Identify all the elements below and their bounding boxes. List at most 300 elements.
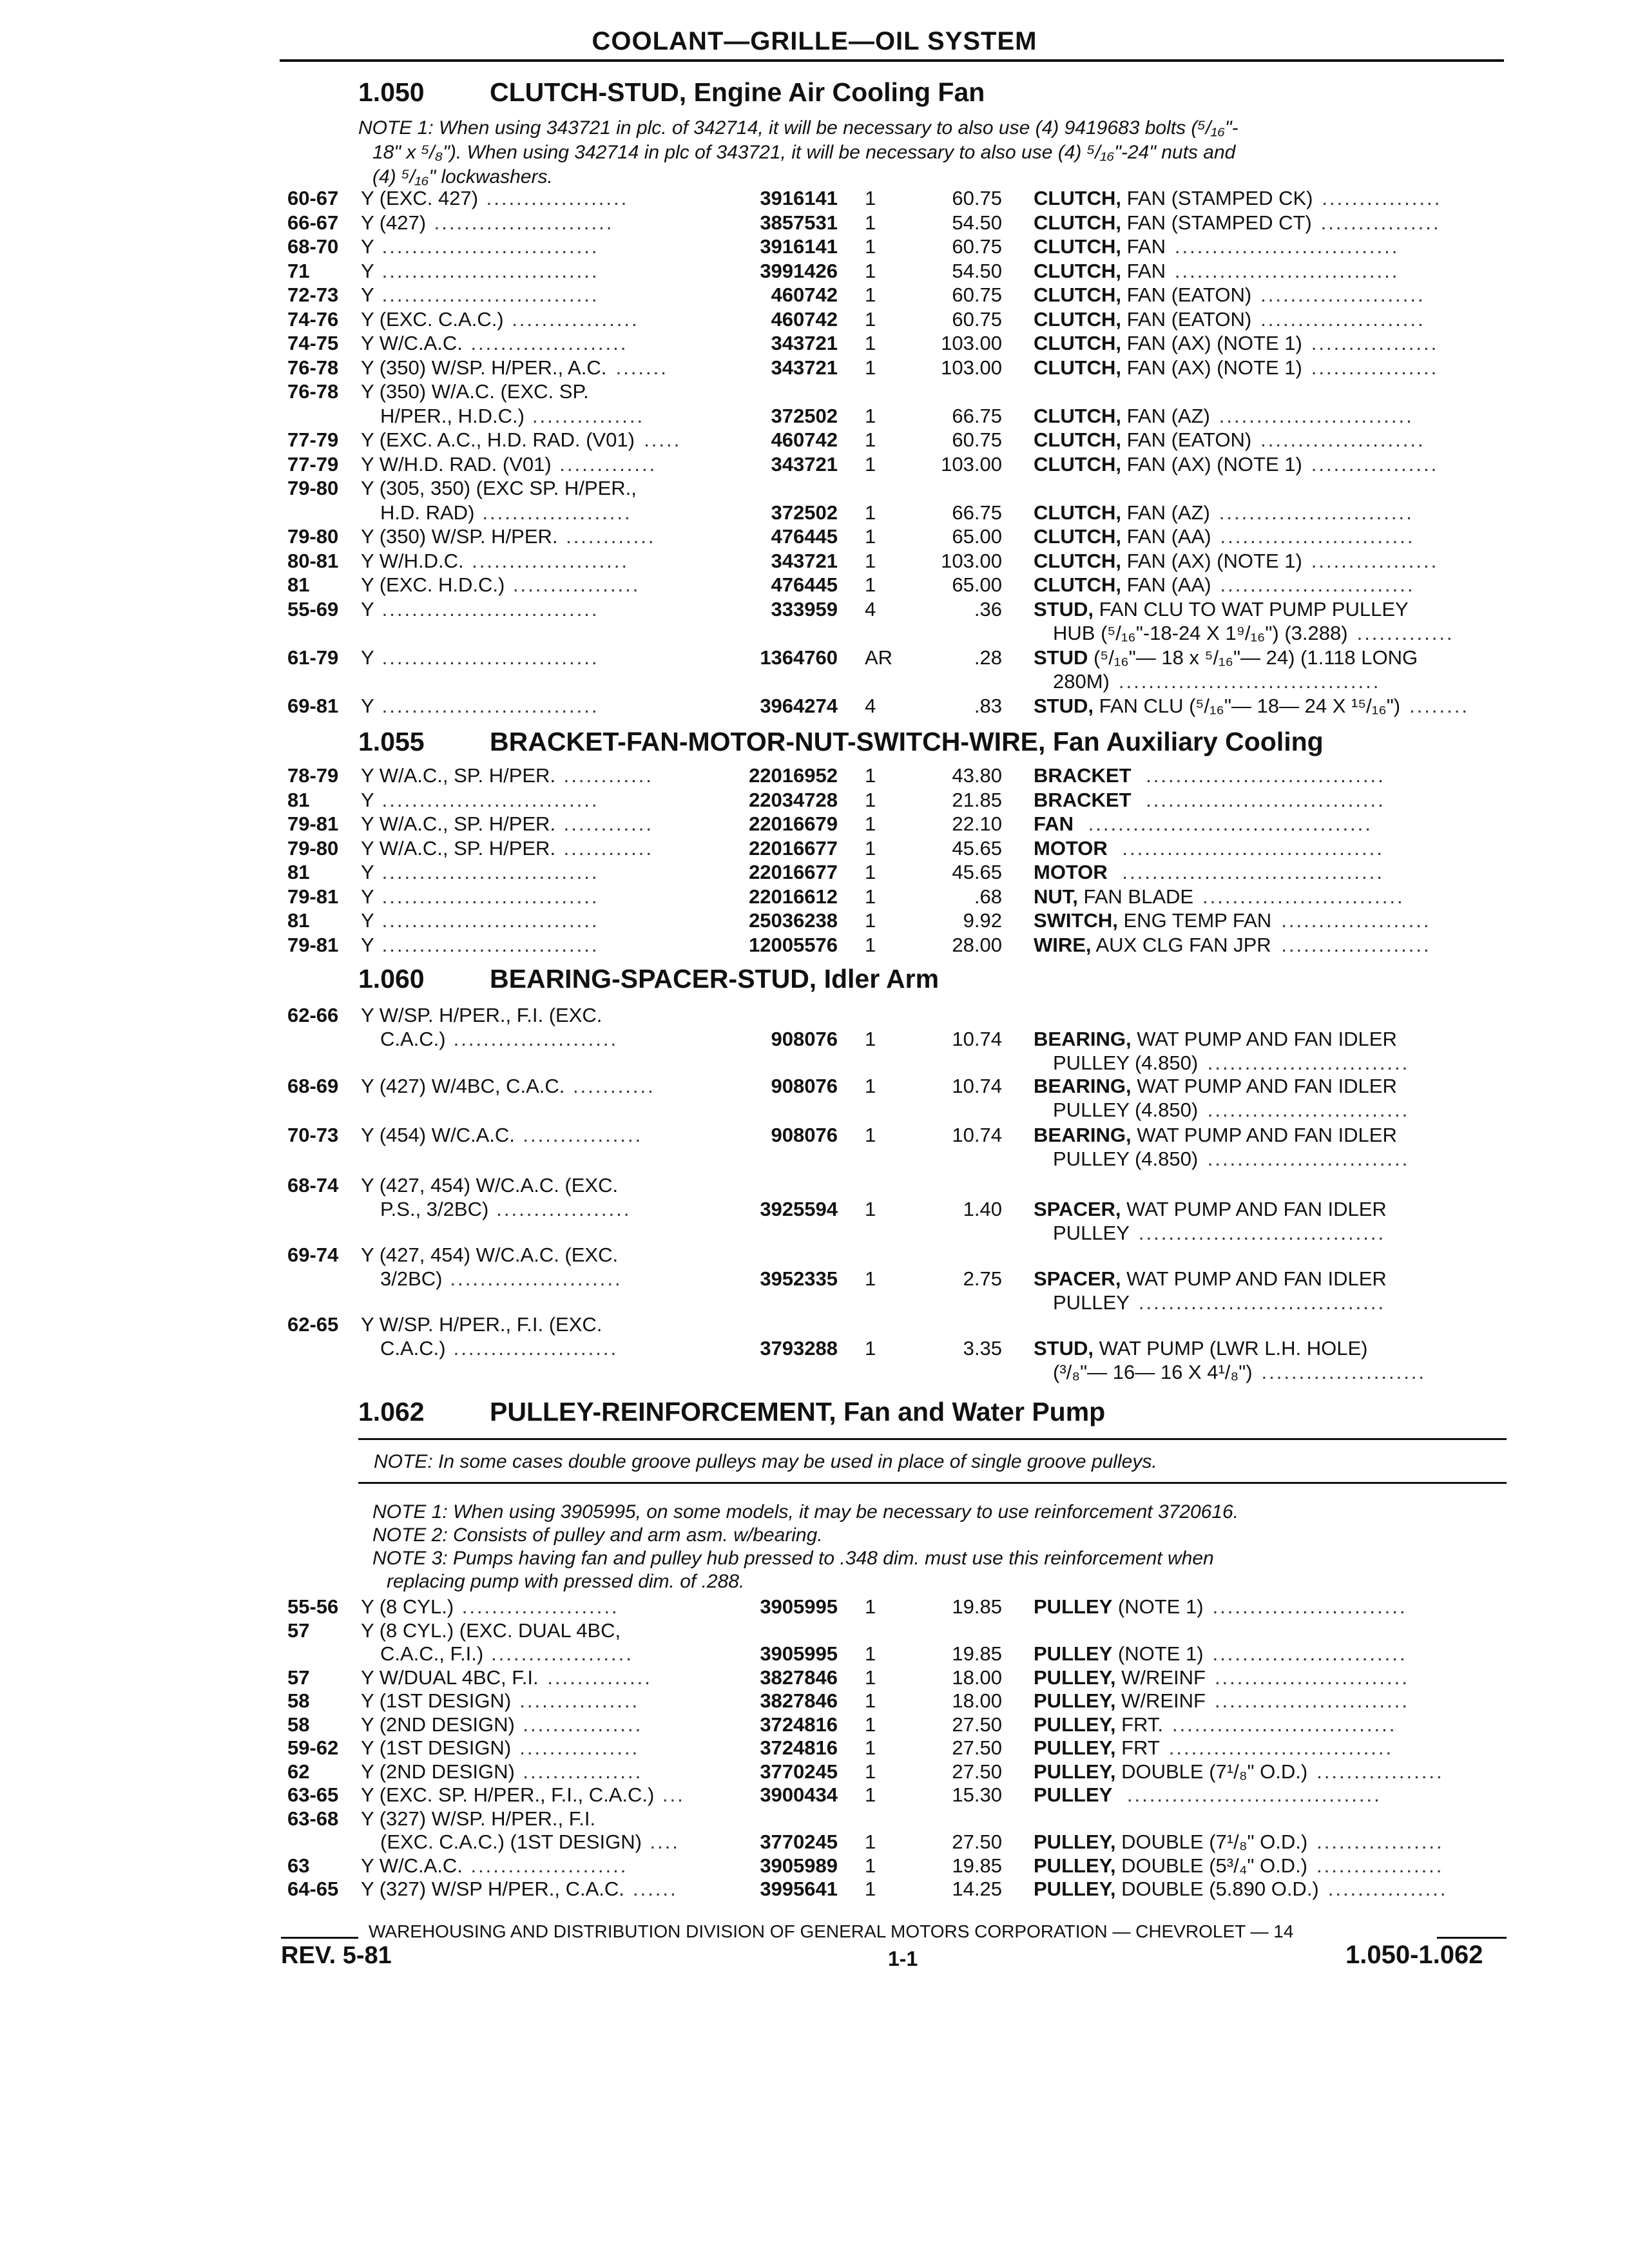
row-description: [1034, 356, 1302, 380]
row-year: 78-79: [287, 764, 339, 787]
row-model: Y (EXC. H.D.C.): [361, 573, 505, 596]
row-price: 9.92: [963, 909, 1002, 932]
row-price: 27.50: [952, 1760, 1002, 1783]
row-quantity: 1: [865, 1267, 876, 1290]
row-year: 79-80: [287, 836, 339, 860]
row-desc-leader: ................: [1320, 211, 1441, 234]
row-description: [1034, 764, 1132, 787]
row-description-text: WAT PUMP AND FAN IDLER: [1126, 1198, 1387, 1220]
row-model-leader: ............: [563, 836, 653, 860]
row-model-leader: ...................: [486, 187, 629, 209]
row-model-leader: ................: [523, 1713, 643, 1736]
row-price: .36: [974, 597, 1002, 620]
row-description-text: FAN (STAMPED CK): [1126, 187, 1313, 209]
row-quantity: AR: [865, 646, 893, 669]
row-description: [1034, 525, 1211, 548]
row-quantity: 1: [865, 428, 876, 451]
row-description-cont: 280M): [1053, 670, 1110, 693]
row-description-text: (⁵/₁₆"— 18 x ⁵/₁₆"— 24) (1.118 LONG: [1094, 646, 1418, 669]
row-model: Y (1ST DESIGN): [361, 1736, 512, 1759]
row-description: [1034, 1689, 1206, 1713]
row-model: Y W/SP. H/PER., F.I. (EXC.: [361, 1004, 602, 1026]
row-model-leader: ...: [662, 1783, 685, 1806]
row-part-number: 25036238: [749, 909, 838, 932]
row-model: Y (8 CYL.): [361, 1595, 454, 1618]
row-model-leader: ................: [519, 1736, 640, 1759]
row-year: 79-80: [287, 525, 339, 548]
row-year: 81: [287, 909, 310, 932]
row-price: 3.35: [963, 1337, 1002, 1360]
row-price: .83: [974, 694, 1002, 717]
row-price: .28: [974, 646, 1002, 669]
row-model-leader: ................: [523, 1760, 643, 1783]
row-quantity: 1: [865, 1783, 876, 1806]
row-quantity: 1: [865, 1760, 876, 1783]
row-quantity: 1: [865, 1124, 876, 1146]
row-description: [1034, 934, 1271, 957]
row-quantity: 1: [865, 1337, 876, 1360]
row-description-text: FAN BLADE: [1083, 885, 1194, 908]
row-model-leader: .............................: [381, 788, 599, 811]
row-description-keyword: BRACKET: [1034, 788, 1132, 811]
row-desc-leader: ..............................: [1174, 235, 1400, 258]
row-part-number: 460742: [771, 307, 838, 331]
row-description-keyword: PULLEY,: [1034, 1689, 1116, 1712]
row-desc-leader: ..........................: [1220, 525, 1415, 548]
row-quantity: 1: [865, 1075, 876, 1097]
row-description: [1034, 1028, 1397, 1051]
row-model-leader: ..............: [547, 1666, 652, 1689]
row-desc-leader: ......................................: [1088, 812, 1373, 835]
row-desc-leader: .................................: [1138, 1222, 1386, 1244]
row-model-leader: .............................: [381, 597, 599, 620]
row-quantity: 1: [865, 549, 876, 572]
row-model-leader: .............................: [381, 861, 599, 883]
row-part-number: 908076: [771, 1028, 838, 1050]
note-box-top-rule: [358, 1438, 1507, 1440]
row-model: Y (350) W/A.C. (EXC. SP.: [361, 380, 589, 403]
row-description-keyword: STUD,: [1034, 1337, 1094, 1360]
row-model: Y (305, 350) (EXC SP. H/PER.,: [361, 477, 637, 499]
row-description: [1034, 550, 1302, 573]
row-year: 81: [287, 861, 310, 883]
row-year: 59-62: [287, 1736, 339, 1759]
row-model: Y: [361, 235, 374, 258]
row-price: 43.80: [952, 764, 1002, 787]
row-description-text: (NOTE 1): [1117, 1642, 1204, 1665]
row-model: Y (2ND DESIGN): [361, 1760, 515, 1783]
row-desc-leader: ......................: [1260, 428, 1425, 451]
row-description: [1034, 789, 1132, 812]
row-price: 22.10: [952, 812, 1002, 835]
row-quantity: 1: [865, 764, 876, 787]
row-description-cont: PULLEY: [1053, 1222, 1130, 1244]
row-description: [1034, 332, 1302, 355]
row-price: 10.74: [952, 1028, 1002, 1050]
row-price: 21.85: [952, 788, 1002, 811]
row-model: Y (427): [361, 211, 427, 234]
row-description: [1034, 211, 1312, 235]
row-desc-leader: ...........................: [1207, 1052, 1410, 1074]
row-description-keyword: PULLEY,: [1034, 1666, 1116, 1689]
row-description-keyword: BEARING,: [1034, 1124, 1132, 1146]
row-quantity: 1: [865, 452, 876, 476]
row-description: [1034, 573, 1211, 597]
row-description-keyword: PULLEY,: [1034, 1878, 1116, 1900]
row-model: Y (EXC. SP. H/PER., F.I., C.A.C.): [361, 1783, 655, 1806]
page-header: COOLANT—GRILLE—OIL SYSTEM: [592, 27, 1037, 55]
row-model: Y (8 CYL.) (EXC. DUAL 4BC,: [361, 1619, 621, 1642]
row-part-number: 3857531: [760, 211, 838, 234]
row-model: Y: [361, 694, 374, 717]
row-description-text: FAN (STAMPED CT): [1126, 211, 1312, 234]
row-part-number: 3724816: [760, 1713, 838, 1736]
row-model: Y: [361, 284, 374, 306]
row-description-text: FAN (AZ): [1126, 404, 1210, 427]
row-model: Y (350) W/SP. H/PER.: [361, 525, 558, 548]
row-part-number: 908076: [771, 1124, 838, 1146]
row-model: Y (2ND DESIGN): [361, 1713, 515, 1736]
row-description: [1034, 260, 1166, 283]
row-year: 79-81: [287, 933, 339, 956]
row-quantity: 1: [865, 356, 876, 379]
row-model: Y W/A.C., SP. H/PER.: [361, 836, 556, 860]
row-description-text: FAN CLU TO WAT PUMP PULLEY: [1099, 597, 1409, 620]
row-year: 79-80: [287, 477, 339, 499]
row-price: 45.65: [952, 861, 1002, 883]
row-description: [1034, 1124, 1397, 1147]
row-part-number: 22016952: [749, 764, 838, 787]
row-desc-leader: ......................: [1260, 284, 1425, 306]
section-note: 18" x ⁵/₈"). When using 342714 in plc of 343721, it will be necessary to also use (4) ⁵/₁₆"-24" nuts and: [372, 142, 1236, 163]
row-description-keyword: CLUTCH,: [1034, 356, 1122, 379]
row-part-number: 3724816: [760, 1736, 838, 1759]
row-part-number: 3905989: [760, 1854, 838, 1877]
row-year: 79-81: [287, 885, 339, 908]
row-part-number: 3916141: [760, 235, 838, 258]
row-year: 72-73: [287, 284, 339, 306]
row-quantity: 1: [865, 573, 876, 596]
row-model: Y (327) W/SP H/PER., C.A.C.: [361, 1878, 624, 1900]
row-description: [1034, 646, 1418, 669]
row-year: 76-78: [287, 356, 339, 379]
row-desc-leader: ..................................: [1126, 1783, 1382, 1806]
row-description: [1034, 1198, 1387, 1221]
row-price: 45.65: [952, 836, 1002, 860]
row-desc-leader: .................: [1316, 1831, 1444, 1853]
row-description-keyword: STUD,: [1034, 597, 1094, 620]
row-model-leader: .............................: [381, 235, 599, 258]
section-range: 1.050-1.062: [1345, 1941, 1483, 1969]
row-year: 57: [287, 1619, 310, 1642]
row-description-keyword: PULLEY: [1034, 1642, 1113, 1665]
row-model: Y (EXC. 427): [361, 187, 479, 209]
row-year: 70-73: [287, 1124, 339, 1146]
row-part-number: 3827846: [760, 1689, 838, 1712]
row-part-number: 3905995: [760, 1595, 838, 1618]
row-description-keyword: CLUTCH,: [1034, 501, 1122, 524]
row-price: 19.85: [952, 1854, 1002, 1877]
row-quantity: 1: [865, 332, 876, 354]
row-price: 60.75: [952, 284, 1002, 306]
section-note: NOTE 3: Pumps having fan and pulley hub pressed to .348 dim. must use this reinforcement when: [372, 1548, 1214, 1569]
row-price: 103.00: [941, 356, 1002, 379]
row-model-leader: ............: [563, 812, 653, 835]
row-model: Y (EXC. A.C., H.D. RAD. (V01): [361, 428, 635, 451]
row-model-cont: (EXC. C.A.C.) (1ST DESIGN): [380, 1831, 642, 1853]
row-model: Y: [361, 933, 374, 956]
row-year: 79-81: [287, 812, 339, 835]
row-model: Y W/C.A.C.: [361, 1854, 463, 1877]
row-price: 103.00: [941, 452, 1002, 476]
row-desc-leader: ..........................: [1214, 1689, 1409, 1712]
row-year: 77-79: [287, 452, 339, 476]
row-description: [1034, 885, 1193, 908]
row-year: 77-79: [287, 428, 339, 451]
row-model-leader: .....................: [470, 332, 628, 354]
row-description-text: ENG TEMP FAN: [1123, 909, 1272, 932]
row-model-leader: ....: [650, 1831, 680, 1853]
row-desc-leader: ....................: [1281, 909, 1431, 932]
row-description-text: WAT PUMP AND FAN IDLER: [1137, 1124, 1397, 1146]
row-model: Y W/H.D. RAD. (V01): [361, 452, 552, 476]
row-part-number: 333959: [771, 597, 838, 620]
row-year: 61-79: [287, 646, 339, 669]
row-description: [1034, 861, 1108, 884]
row-price: 18.00: [952, 1666, 1002, 1689]
row-price: 28.00: [952, 933, 1002, 956]
row-price: 10.74: [952, 1075, 1002, 1097]
row-quantity: 1: [865, 1028, 876, 1050]
row-quantity: 1: [865, 1198, 876, 1220]
row-description-keyword: PULLEY,: [1034, 1854, 1116, 1877]
row-description-text: W/REINF: [1121, 1666, 1206, 1689]
row-model: Y (427, 454) W/C.A.C. (EXC.: [361, 1244, 619, 1266]
row-desc-leader: ..........................: [1214, 1666, 1409, 1689]
row-part-number: 3916141: [760, 187, 838, 209]
row-price: .68: [974, 885, 1002, 908]
row-description-keyword: BEARING,: [1034, 1075, 1132, 1097]
row-year: 58: [287, 1689, 310, 1712]
row-desc-leader: ..............................: [1168, 1736, 1394, 1759]
row-description-cont: PULLEY (4.850): [1053, 1148, 1199, 1170]
row-description: [1034, 501, 1210, 524]
row-description-text: FAN (AX) (NOTE 1): [1126, 332, 1302, 354]
row-description: [1034, 812, 1074, 836]
row-description-cont: PULLEY: [1053, 1291, 1130, 1314]
row-quantity: 1: [865, 1854, 876, 1877]
row-year: 63: [287, 1854, 310, 1877]
row-part-number: 3793288: [760, 1337, 838, 1360]
row-quantity: 1: [865, 1689, 876, 1712]
section-number: 1.060: [358, 964, 425, 994]
note-box-bottom-rule: [358, 1482, 1507, 1484]
row-description-keyword: CLUTCH,: [1034, 284, 1122, 306]
row-model: Y W/DUAL 4BC, F.I.: [361, 1666, 539, 1689]
row-price: 19.85: [952, 1642, 1002, 1665]
row-description: [1034, 428, 1251, 452]
row-description: [1034, 1642, 1204, 1666]
row-description: [1034, 308, 1251, 331]
row-model: Y: [361, 259, 374, 282]
row-part-number: 1364760: [760, 646, 838, 669]
section-note: replacing pump with pressed dim. of .288.: [387, 1571, 745, 1592]
row-part-number: 3770245: [760, 1760, 838, 1783]
row-description: [1034, 405, 1210, 428]
row-model-leader: .............................: [381, 909, 599, 932]
row-year: 74-76: [287, 307, 339, 331]
row-part-number: 3952335: [760, 1267, 838, 1290]
row-model-leader: ................: [519, 1689, 640, 1712]
row-quantity: 1: [865, 788, 876, 811]
row-description-text: (NOTE 1): [1117, 1595, 1204, 1618]
row-desc-leader: ..........................: [1220, 573, 1415, 596]
row-year: 80-81: [287, 549, 339, 572]
row-description-text: DOUBLE (5.890 O.D.): [1121, 1878, 1319, 1900]
row-model-leader: ...............: [532, 404, 645, 427]
row-description: [1034, 1267, 1387, 1291]
row-price: 27.50: [952, 1831, 1002, 1853]
row-description-keyword: CLUTCH,: [1034, 573, 1122, 596]
row-quantity: 1: [865, 861, 876, 883]
row-desc-leader: ..........................: [1212, 1595, 1407, 1618]
row-model: Y: [361, 861, 374, 883]
row-quantity: 1: [865, 211, 876, 234]
row-desc-leader: ..........................: [1219, 404, 1414, 427]
row-model: Y (427) W/4BC, C.A.C.: [361, 1075, 565, 1097]
row-year: 60-67: [287, 187, 339, 209]
row-model-leader: .......: [615, 356, 668, 379]
row-model-leader: .............................: [381, 933, 599, 956]
row-description: [1034, 1854, 1307, 1878]
row-description: [1034, 1075, 1397, 1098]
row-description: [1034, 1713, 1163, 1736]
row-description-keyword: FAN: [1034, 812, 1074, 835]
row-part-number: 460742: [771, 428, 838, 451]
row-description-text: WAT PUMP AND FAN IDLER: [1137, 1028, 1397, 1050]
row-model-leader: .................: [512, 573, 641, 596]
row-desc-leader: ................................: [1146, 764, 1385, 787]
row-part-number: 3827846: [760, 1666, 838, 1689]
row-model-leader: .............................: [381, 284, 599, 306]
row-year: 69-81: [287, 694, 339, 717]
row-description-text: FAN (AX) (NOTE 1): [1126, 356, 1302, 379]
row-description-text: FAN (AA): [1126, 525, 1211, 548]
row-quantity: 4: [865, 597, 876, 620]
row-description: [1034, 1736, 1160, 1760]
row-part-number: 343721: [771, 452, 838, 476]
row-description-text: FAN: [1126, 259, 1166, 282]
row-part-number: 476445: [771, 573, 838, 596]
row-part-number: 3905995: [760, 1642, 838, 1665]
row-model-leader: .............................: [381, 885, 599, 908]
row-description-text: FAN CLU (⁵/₁₆"— 18— 24 X ¹⁵/₁₆"): [1099, 694, 1401, 717]
row-description-keyword: NUT,: [1034, 885, 1078, 908]
row-description-text: FAN (AX) (NOTE 1): [1126, 549, 1302, 572]
row-desc-leader: ................: [1322, 187, 1442, 209]
row-part-number: 908076: [771, 1075, 838, 1097]
row-year: 81: [287, 788, 310, 811]
row-price: 14.25: [952, 1878, 1002, 1900]
row-description: [1034, 1337, 1367, 1360]
row-model: Y: [361, 788, 374, 811]
row-model-leader: ............: [563, 764, 653, 787]
row-price: 54.50: [952, 259, 1002, 282]
section-note: NOTE 1: When using 3905995, on some models, it may be necessary to use reinforcement 3720616.: [372, 1501, 1239, 1523]
row-part-number: 22016677: [749, 861, 838, 883]
revision: REV. 5-81: [281, 1942, 392, 1969]
row-quantity: 1: [865, 1736, 876, 1759]
row-description-cont: PULLEY (4.850): [1053, 1052, 1199, 1074]
row-quantity: 1: [865, 235, 876, 258]
row-model-leader: .............................: [381, 646, 599, 669]
row-price: 60.75: [952, 428, 1002, 451]
row-description-keyword: PULLEY,: [1034, 1831, 1116, 1853]
row-model-leader: ....................: [482, 501, 632, 524]
row-price: 103.00: [941, 332, 1002, 354]
row-description-keyword: STUD: [1034, 646, 1088, 669]
row-model-leader: .................: [512, 307, 639, 331]
row-description: [1034, 284, 1251, 307]
row-quantity: 1: [865, 284, 876, 306]
row-quantity: 1: [865, 187, 876, 209]
row-price: 66.75: [952, 404, 1002, 427]
row-desc-leader: .................: [1311, 356, 1439, 379]
row-year: 68-70: [287, 235, 339, 258]
row-model: Y W/A.C., SP. H/PER.: [361, 812, 556, 835]
row-quantity: 1: [865, 1642, 876, 1665]
row-description: [1034, 598, 1409, 621]
row-part-number: 22034728: [749, 788, 838, 811]
row-description-text: WAT PUMP AND FAN IDLER: [1137, 1075, 1397, 1097]
row-description-text: WAT PUMP AND FAN IDLER: [1126, 1267, 1387, 1290]
row-quantity: 1: [865, 259, 876, 282]
row-price: 65.00: [952, 573, 1002, 596]
row-model-leader: ......: [632, 1878, 678, 1900]
row-description-keyword: CLUTCH,: [1034, 211, 1122, 234]
row-description-text: FAN (AZ): [1126, 501, 1210, 524]
row-desc-leader: .................: [1316, 1760, 1444, 1783]
row-quantity: 1: [865, 1713, 876, 1736]
row-quantity: 1: [865, 836, 876, 860]
row-description-keyword: MOTOR: [1034, 836, 1108, 860]
section-note: NOTE 2: Consists of pulley and arm asm. w/bearing.: [372, 1524, 823, 1546]
row-model-leader: ........................: [434, 211, 614, 234]
row-description-text: WAT PUMP (LWR L.H. HOLE): [1099, 1337, 1368, 1360]
row-model-cont: 3/2BC): [380, 1267, 443, 1290]
row-price: 103.00: [941, 549, 1002, 572]
row-year: 64-65: [287, 1878, 339, 1900]
row-part-number: 12005576: [749, 933, 838, 956]
row-description-keyword: CLUTCH,: [1034, 307, 1122, 331]
row-description-keyword: PULLEY: [1034, 1595, 1113, 1618]
row-desc-leader: ..............................: [1174, 259, 1400, 282]
row-quantity: 1: [865, 501, 876, 524]
row-description: [1034, 453, 1302, 476]
row-year: 55-69: [287, 597, 339, 620]
row-model-leader: ......................: [453, 1028, 619, 1050]
row-part-number: 372502: [771, 404, 838, 427]
row-desc-leader: ................................: [1146, 788, 1385, 811]
row-part-number: 343721: [771, 549, 838, 572]
row-description-keyword: CLUTCH,: [1034, 332, 1122, 354]
row-description-text: DOUBLE (7¹/₈" O.D.): [1121, 1831, 1308, 1853]
row-price: 54.50: [952, 211, 1002, 234]
row-price: 19.85: [952, 1595, 1002, 1618]
row-desc-leader: ...................................: [1122, 836, 1384, 860]
row-description-keyword: CLUTCH,: [1034, 235, 1122, 258]
row-part-number: 3991426: [760, 259, 838, 282]
